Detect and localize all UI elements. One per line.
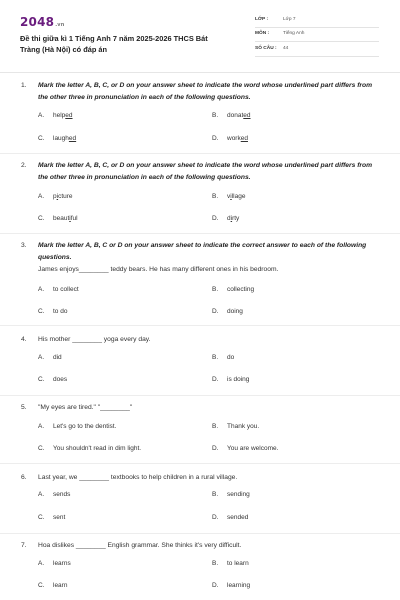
question-divider	[0, 153, 400, 154]
question-stem: His mother ________ yoga every day.	[38, 336, 151, 343]
question-instruction: Mark the letter A, B, C or D on your answer sheet to indicate the correct answer to each of the following questions.	[38, 242, 367, 262]
question-stem: "My eyes are tired." "________"	[38, 404, 133, 411]
question-divider	[0, 463, 400, 464]
meta-class-row	[255, 14, 379, 28]
option-a[interactable]: A. Let's go to the dentist.	[38, 423, 117, 430]
question-instruction: Mark the letter A, B, C, or D on your answer sheet to indicate the word whose underlined part differs from the other three in pronunciation in each of the following questions.	[38, 82, 373, 102]
question-divider	[0, 325, 400, 326]
question-number: 4.	[21, 336, 27, 343]
option-d[interactable]: D. doing	[212, 308, 243, 315]
meta-subject-label: MÔN :	[255, 31, 270, 36]
meta-subject-row	[255, 28, 379, 42]
option-d[interactable]: D. learning	[212, 582, 251, 589]
option-c[interactable]: C. learn	[38, 582, 68, 589]
question-number: 6.	[21, 474, 27, 481]
option-c[interactable]: C. does	[38, 376, 68, 383]
question-stem: Last year, we ________ textbooks to help children in a rural village.	[38, 474, 238, 481]
question-instruction: Mark the letter A, B, C, or D on your answer sheet to indicate the word whose underlined part differs from the other three in pronunciation in each of the following questions.	[38, 162, 373, 182]
option-c[interactable]: C. sent	[38, 514, 66, 521]
header-divider	[0, 72, 400, 73]
option-d[interactable]: D. You are welcome.	[212, 445, 279, 452]
question-number: 3.	[21, 242, 27, 249]
option-a[interactable]: A. to collect	[38, 286, 79, 293]
option-a[interactable]: A. helped	[38, 112, 73, 119]
option-d[interactable]: D. worked	[212, 135, 248, 142]
question-number: 5.	[21, 404, 27, 411]
meta-class-value: Lớp 7	[283, 17, 296, 22]
option-c[interactable]: C. to do	[38, 308, 68, 315]
meta-subject-value: Tiếng Anh	[283, 31, 305, 36]
option-a[interactable]: A. sends	[38, 491, 71, 498]
option-b[interactable]: B. do	[212, 354, 235, 361]
meta-count-label: SỐ CÂU :	[255, 46, 277, 51]
question-number: 2.	[21, 162, 27, 169]
logo-text: 2048	[20, 15, 55, 29]
question-stem: Hoa dislikes ________ English grammar. She thinks it's very difficult.	[38, 542, 242, 549]
option-c[interactable]: C. beautiful	[38, 215, 78, 222]
option-d[interactable]: D. sended	[212, 514, 249, 521]
question-number: 1.	[21, 82, 27, 89]
option-c[interactable]: C. You shouldn't read in dim light.	[38, 445, 142, 452]
option-a[interactable]: A. learns	[38, 560, 71, 567]
option-d[interactable]: D. dirty	[212, 215, 240, 222]
question-stem: James enjoys________ teddy bears. He has many different ones in his bedroom.	[38, 266, 279, 273]
question-divider	[0, 395, 400, 396]
site-logo[interactable]	[20, 15, 65, 29]
document-header	[0, 0, 400, 72]
option-a[interactable]: A. picture	[38, 193, 73, 200]
option-d[interactable]: D. is doing	[212, 376, 250, 383]
option-b[interactable]: B. sending	[212, 491, 250, 498]
question-divider	[0, 233, 400, 234]
option-b[interactable]: B. donated	[212, 112, 251, 119]
logo-suffix: .vn	[55, 22, 65, 28]
option-c[interactable]: C. laughed	[38, 135, 77, 142]
meta-count-row	[255, 43, 379, 57]
question-divider	[0, 533, 400, 534]
option-b[interactable]: B. Thank you.	[212, 423, 260, 430]
meta-count-value: 44	[283, 46, 289, 51]
meta-class-label: LỚP :	[255, 17, 269, 22]
option-b[interactable]: B. collecting	[212, 286, 255, 293]
page-title: Đề thi giữa kì 1 Tiếng Anh 7 năm 2025-2026 THCS Bát Tràng (Hà Nội) có đáp án	[20, 34, 208, 54]
option-a[interactable]: A. did	[38, 354, 62, 361]
option-b[interactable]: B. to learn	[212, 560, 249, 567]
question-number: 7.	[21, 542, 27, 549]
option-b[interactable]: B. village	[212, 193, 246, 200]
